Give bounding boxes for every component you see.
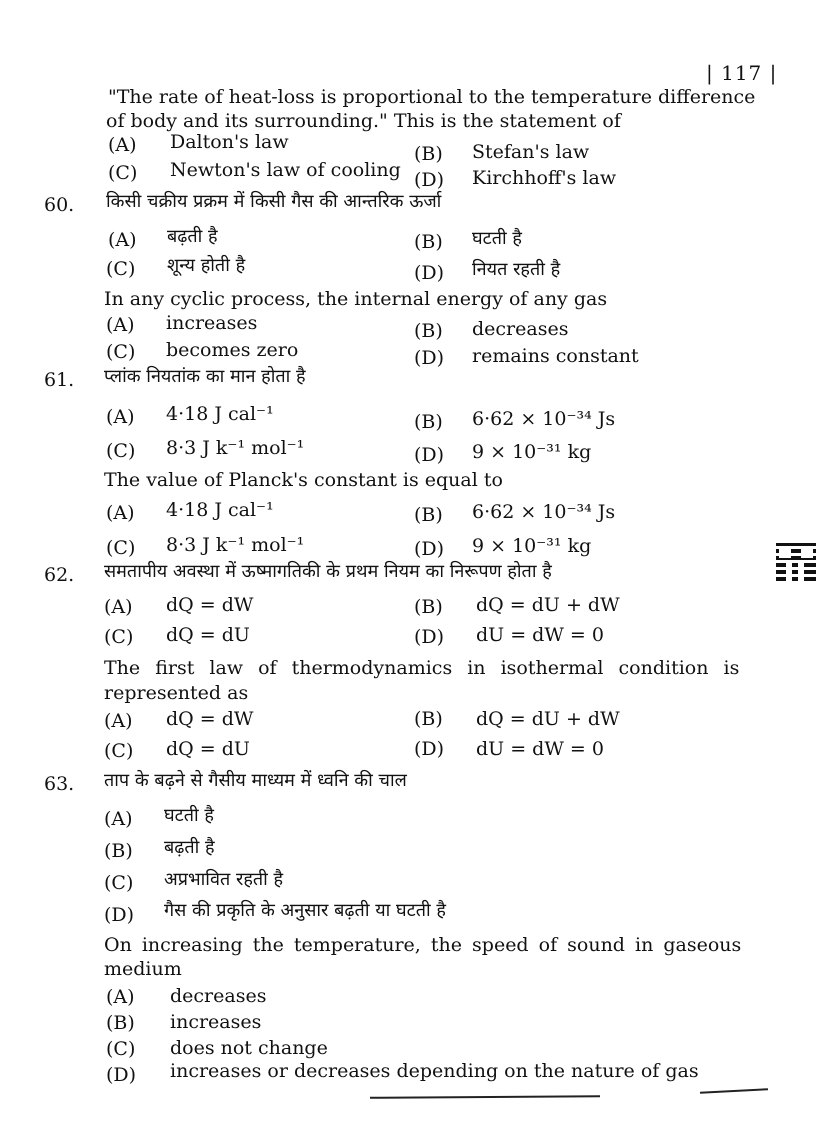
q61-en-b-label: (B) [414,504,443,526]
q59-c-text: Newton's law of cooling [170,159,401,181]
q61-hi-c-text: 8·3 J k⁻¹ mol⁻¹ [166,437,305,459]
q62-english-question-line-2: represented as [104,682,249,704]
q60-en-c-text: becomes zero [166,339,299,361]
q60-en-a-text: increases [166,312,258,334]
q60-hi-a-text: बढ़ती है [167,226,218,247]
q60-hi-b-text: घटती है [472,228,522,249]
q63-hi-a-label: (A) [104,808,133,830]
q61-en-c-text: 8·3 J k⁻¹ mol⁻¹ [166,534,305,556]
q59-a-label: (A) [108,134,137,156]
q60-hi-b-label: (B) [414,231,443,253]
q63-en-b-text: increases [170,1011,262,1033]
q59-b-label: (B) [414,143,443,165]
q59-b-text: Stefan's law [472,141,590,163]
page-number: | 117 | [706,61,778,85]
q62-en-d-text: dU = dW = 0 [476,738,604,760]
q60-en-b-text: decreases [472,318,569,340]
q63-en-d-label: (D) [106,1064,137,1086]
q63-en-b-label: (B) [106,1012,135,1034]
q62-en-d-label: (D) [414,738,445,760]
q60-hi-c-label: (C) [106,258,136,280]
q63-en-c-text: does not change [170,1037,328,1059]
q61-hi-b-text: 6·62 × 10⁻³⁴ Js [472,408,616,430]
q63-en-c-label: (C) [106,1038,136,1060]
q60-hindi-question: किसी चक्रीय प्रक्रम में किसी गैस की आन्तरिक ऊर्जा [106,191,442,212]
q63-hi-d-text: गैस की प्रकृति के अनुसार बढ़ती या घटती है [164,900,446,921]
q63-en-d-text: increases or decreases depending on the nature of gas [170,1060,699,1082]
q63-hi-a-text: घटती है [164,805,214,826]
q61-hi-d-label: (D) [414,444,445,466]
q62-hi-d-text: dU = dW = 0 [476,624,604,646]
q62-en-c-label: (C) [104,740,134,762]
q59-line-1: "The rate of heat-loss is proportional to the temperature difference [108,86,756,108]
q62-en-a-text: dQ = dW [166,708,254,730]
q60-en-d-label: (D) [414,347,445,369]
q63-hi-b-text: बढ़ती है [164,837,215,858]
q59-c-label: (C) [108,162,138,184]
q59-line-2: of body and its surrounding." This is the statement of [106,110,621,132]
q62-hi-d-label: (D) [414,626,445,648]
q61-hi-b-label: (B) [414,411,443,433]
q62-hi-b-text: dQ = dU + dW [476,594,620,616]
q61-en-d-text: 9 × 10⁻³¹ kg [472,535,592,557]
q63-english-question-line-1: On increasing the temperature, the speed of sound in gaseous [104,934,742,956]
q60-number: 60. [44,194,75,216]
q61-en-a-label: (A) [106,502,135,524]
q61-hi-c-label: (C) [106,440,136,462]
q63-hindi-question: ताप के बढ़ने से गैसीय माध्यम में ध्वनि की चाल [104,770,407,791]
qr-code-icon [776,543,816,581]
q62-en-b-label: (B) [414,708,443,730]
q62-english-question-line-1: The first law of thermodynamics in isothermal condition is [104,657,740,679]
footer-rule-left [370,1095,600,1099]
q63-hi-b-label: (B) [104,840,133,862]
q63-en-a-label: (A) [106,986,135,1008]
q60-hi-d-label: (D) [414,262,445,284]
q61-en-a-text: 4·18 J cal⁻¹ [166,499,274,521]
q61-en-d-label: (D) [414,538,445,560]
q63-english-question-line-2: medium [104,958,182,980]
q62-hi-a-text: dQ = dW [166,594,254,616]
q59-a-text: Dalton's law [170,131,289,153]
q61-english-question: The value of Planck's constant is equal to [104,469,503,491]
q61-hi-d-text: 9 × 10⁻³¹ kg [472,441,592,463]
q60-hi-d-text: नियत रहती है [472,259,561,280]
q63-hi-c-label: (C) [104,872,134,894]
q59-d-label: (D) [414,169,445,191]
q62-en-b-text: dQ = dU + dW [476,708,620,730]
q62-hindi-question: समतापीय अवस्था में ऊष्मागतिकी के प्रथम नियम का निरूपण होता है [104,561,552,582]
q63-hi-c-text: अप्रभावित रहती है [164,869,284,890]
q62-en-a-label: (A) [104,710,133,732]
q63-hi-d-label: (D) [104,904,135,926]
q62-hi-a-label: (A) [104,596,133,618]
q62-number: 62. [44,564,75,586]
q61-hi-a-text: 4·18 J cal⁻¹ [166,403,274,425]
q59-d-text: Kirchhoff's law [472,167,617,189]
q60-hi-c-text: शून्य होती है [167,255,246,276]
q60-en-c-label: (C) [106,341,136,363]
q60-en-b-label: (B) [414,320,443,342]
footer-rule-right [700,1088,768,1094]
q60-en-a-label: (A) [106,314,135,336]
q61-hindi-question: प्लांक नियतांक का मान होता है [104,366,306,387]
q62-en-c-text: dQ = dU [166,738,250,760]
q61-number: 61. [44,369,75,391]
q62-hi-c-text: dQ = dU [166,624,250,646]
q60-english-question: In any cyclic process, the internal energy of any gas [104,288,608,310]
q60-en-d-text: remains constant [472,345,639,367]
q61-hi-a-label: (A) [106,406,135,428]
q63-en-a-text: decreases [170,985,267,1007]
q62-hi-b-label: (B) [414,596,443,618]
q61-en-c-label: (C) [106,537,136,559]
q60-hi-a-label: (A) [108,229,137,251]
q61-en-b-text: 6·62 × 10⁻³⁴ Js [472,501,616,523]
q63-number: 63. [44,773,75,795]
q62-hi-c-label: (C) [104,626,134,648]
